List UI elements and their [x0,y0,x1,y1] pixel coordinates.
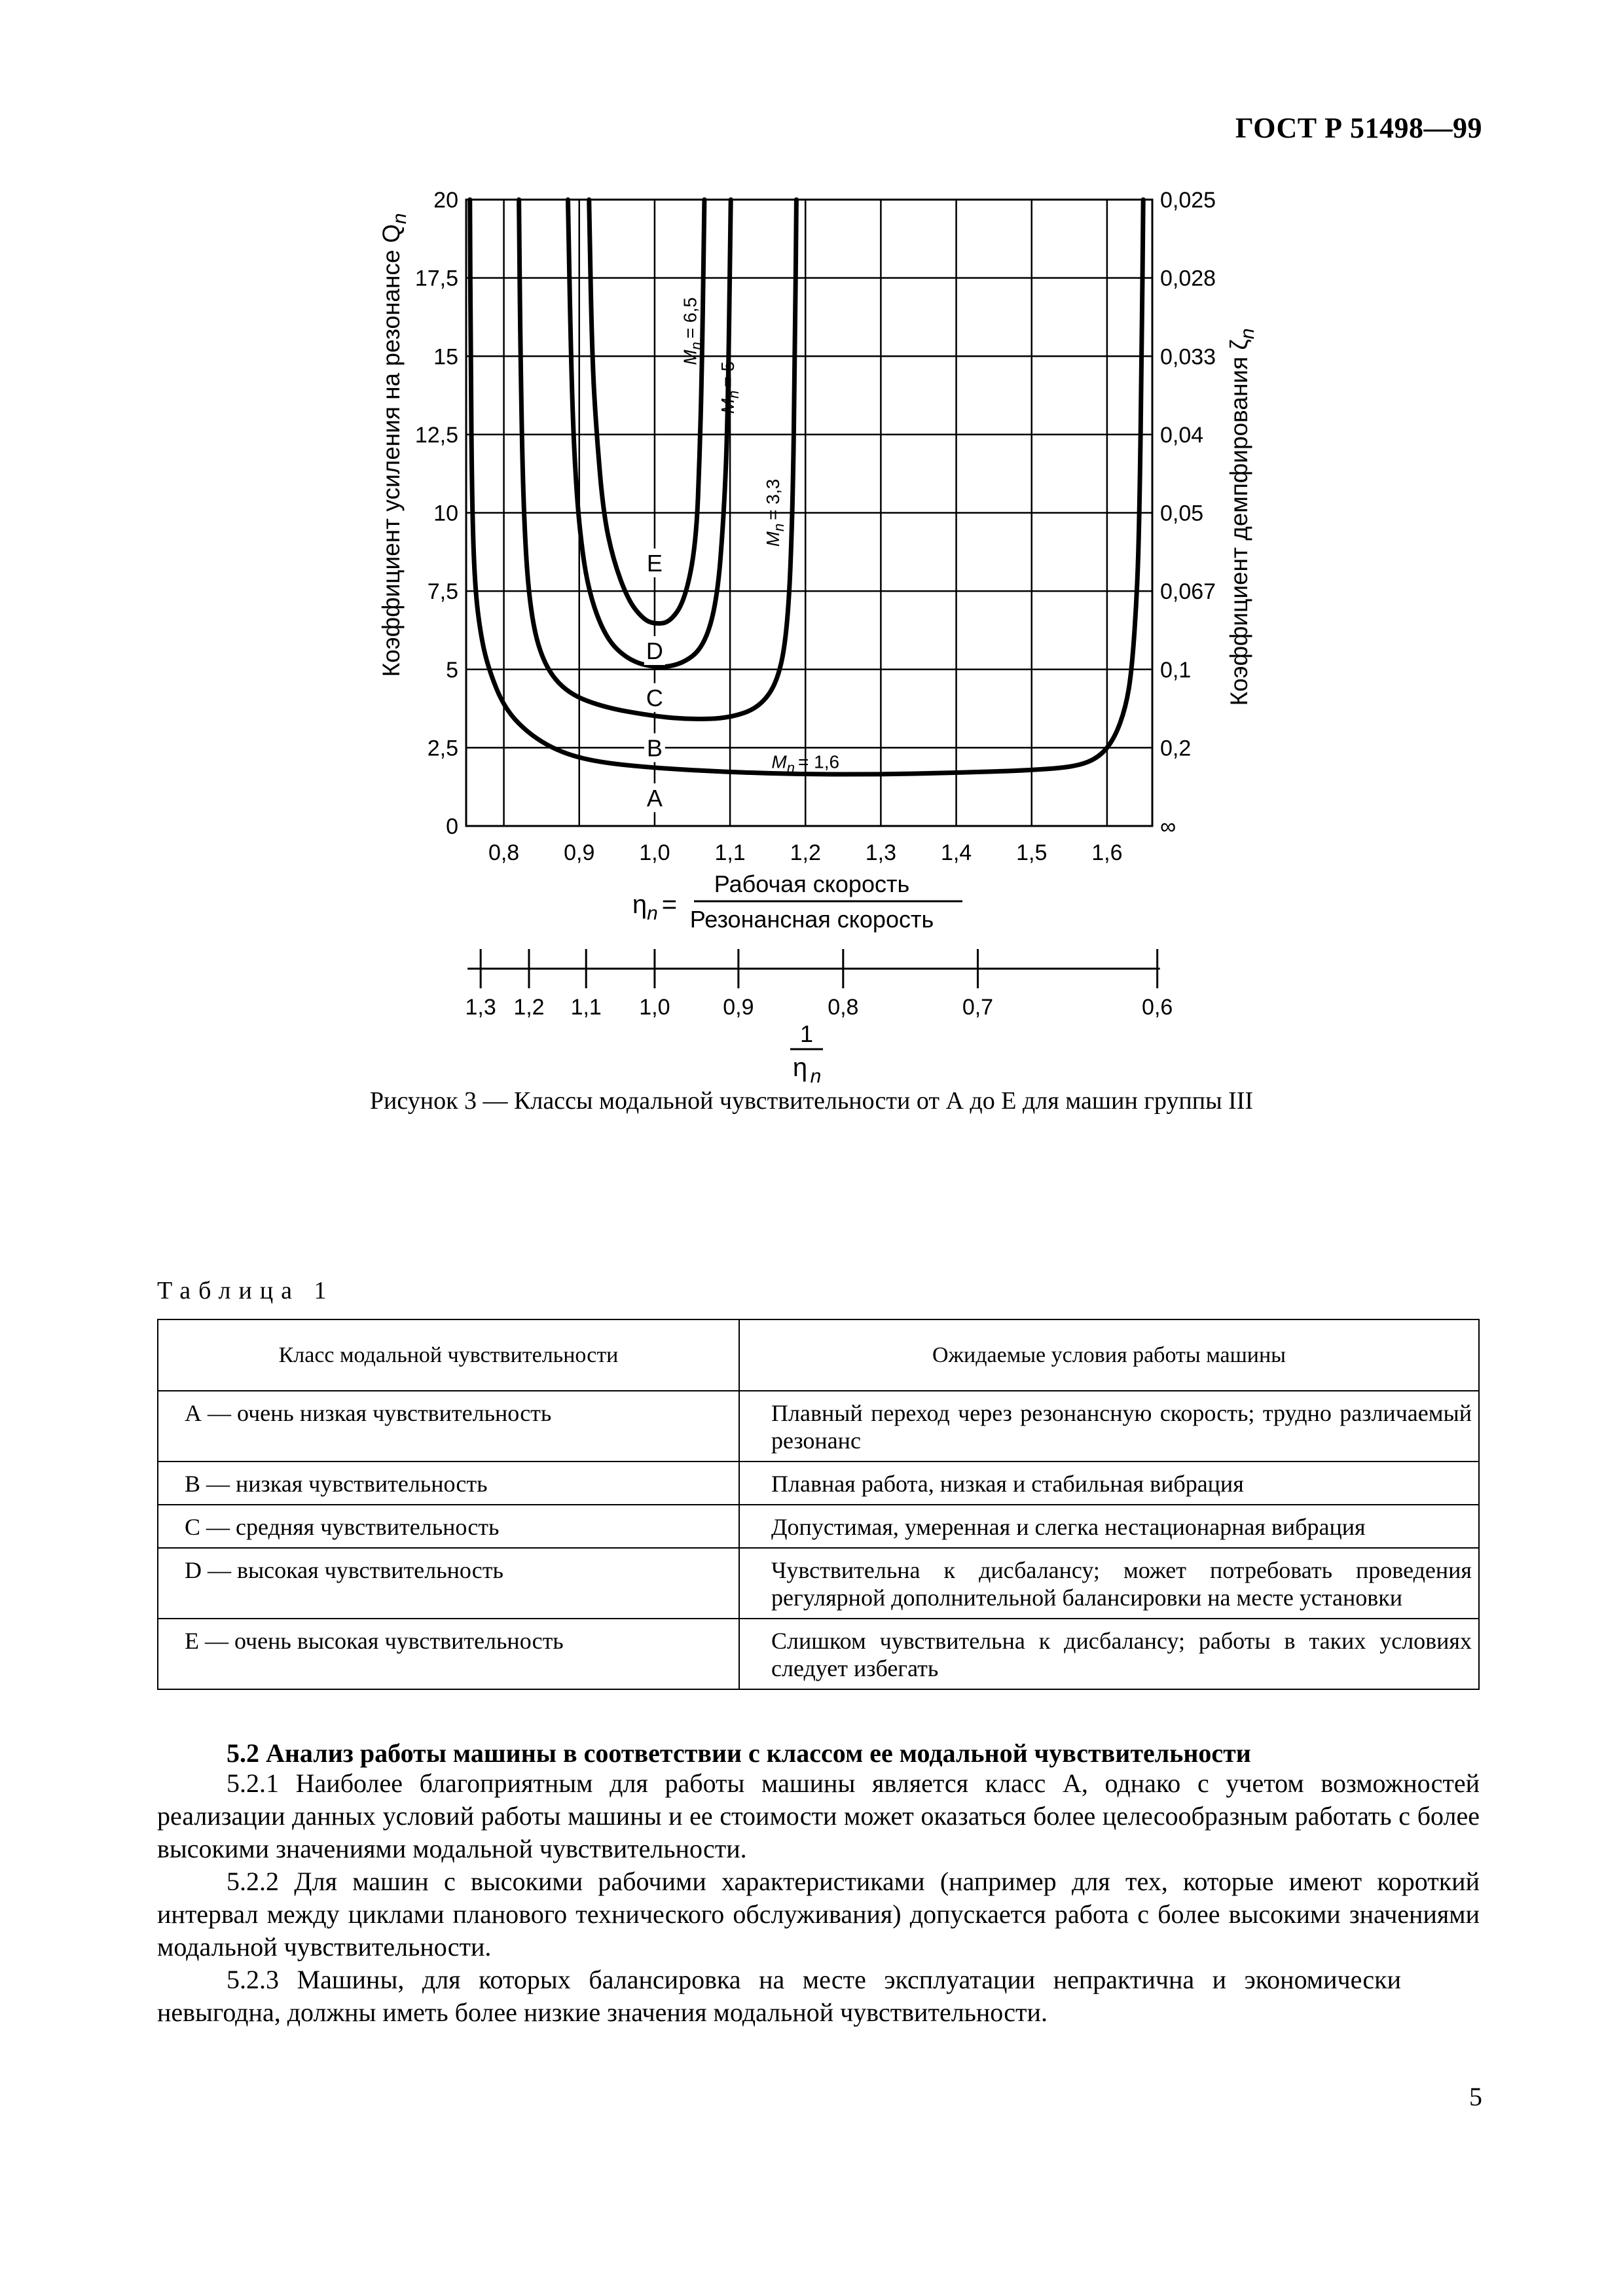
modal-sensitivity-chart [0,0,1623,1113]
table-cell-conditions: Слишком чувствительна к дисбалансу; работы в таких условиях следует избегать [739,1619,1479,1689]
y-tick-label: 12,5 [414,422,458,448]
table-cell-conditions: Чувствительна к дисбалансу; может потребовать проведения регулярной дополнительной балансировки на месте установки [739,1548,1479,1619]
y-tick-label: 20 [433,188,458,213]
x-tick-label: 0,8 [488,840,520,865]
reciprocal-tick-label: 1,0 [639,995,670,1020]
reciprocal-axis-label [790,1020,823,1087]
y-right-tick-label: 0,1 [1160,657,1192,683]
x-tick-label: 1,0 [639,840,670,865]
y-tick-label: 5 [446,657,458,683]
chart-curves [470,200,1143,776]
page-number: 5 [1469,2082,1482,2111]
table-cell-class: D — высокая чувствительность [158,1548,739,1619]
paragraph-5-2-1: 5.2.1 Наиболее благоприятным для работы машины является класс А, однако с учетом возможностей реализации данных условий работы машины и ее стоимости может оказаться более целесообразным работать с более высокими значениями модальной чувствительности. [157,1768,1480,1863]
svg-text:ηn=: $\eta_n$ = [632,890,678,924]
y-tick-label: 7,5 [427,579,458,605]
document-header: ГОСТ Р 51498—99 [1235,112,1482,144]
y-right-tick-label: 0,04 [1160,422,1204,448]
y-tick-label: 2,5 [427,736,458,761]
table-row [158,1548,1479,1619]
table-header-class: Класс модальной чувствительности [158,1319,739,1391]
table-row [158,1505,1479,1548]
y-right-tick-label: ∞ [1160,814,1176,839]
y-tick-label: 0 [446,814,458,839]
x-axis-label [632,870,962,933]
reciprocal-tick-label: 1,2 [513,995,545,1020]
y-right-tick-label: 0,025 [1160,188,1216,213]
paragraph-5-2-2: 5.2.2 Для машин с высокими рабочими характеристиками (например для тех, которые имеют короткий интервал между циклами планового технического обслуживания) допускается работа с более высокими значениями модальной чувствительности. [157,1867,1480,1962]
svg-text:Резонансная скорость: Резонансная скорость [689,906,934,933]
section-heading: 5.2 Анализ работы машины в соответствии с классом ее модальной чувствительности [227,1738,1251,1768]
table-cell-class: В — низкая чувствительность [158,1462,739,1505]
table-cell-class: А — очень низкая чувствительность [158,1391,739,1462]
class-letter: D [646,637,663,665]
table-row [158,1619,1479,1689]
series-label: $M_n= 3,3$ [762,478,787,547]
table-label: Таблица 1 [157,1277,335,1304]
table-header-row [158,1319,1479,1391]
svg-text:Рабочая скорость: Рабочая скорость [714,870,910,897]
reciprocal-tick-label: 1,3 [465,995,496,1020]
table-cell-conditions: Плавный переход через резонансную скорость; трудно различаемый резонанс [739,1391,1479,1462]
y-right-tick-label: 0,067 [1160,579,1216,605]
reciprocal-tick-label: 0,7 [962,995,994,1020]
y-axis-left-label: Коэффициент усиления на резонансе $Q_n$ [378,213,410,677]
class-letter: B [646,734,663,762]
class-letter: A [646,784,663,812]
reciprocal-tick-label: 1,1 [570,995,602,1020]
table-header-conditions: Ожидаемые условия работы машины [739,1319,1479,1391]
x-tick-label: 1,5 [1016,840,1048,865]
reciprocal-tick-label: 0,6 [1142,995,1173,1020]
x-tick-label: 1,2 [790,840,821,865]
y-tick-label: 17,5 [414,266,458,291]
y-tick-label: 15 [433,344,458,370]
y-right-tick-label: 0,05 [1160,501,1204,526]
x-tick-label: 1,3 [865,840,897,865]
class-letter: E [646,550,663,577]
table-cell-conditions: Допустимая, умеренная и слегка нестационарная вибрация [739,1505,1479,1548]
x-tick-label: 1,6 [1091,840,1123,865]
sensitivity-table [157,1319,1480,1690]
table-cell-conditions: Плавная работа, низкая и стабильная вибрация [739,1462,1479,1505]
paragraph-5-2-3: 5.2.3 Машины, для которых балансировка на месте эксплуатации непрактична и экономически невыгодна, должны иметь более низкие значения модальной чувствительности. [157,1965,1401,2027]
series-label: $M_n = 1,6$ [771,751,840,776]
reciprocal-tick-label: 0,8 [828,995,859,1020]
table-cell-class: С — средняя чувствительность [158,1505,739,1548]
series-label: $M_n= 6,5$ [680,297,704,365]
series-label: $M_n= 5$ [717,361,742,414]
svg-text:1: 1 [799,1020,814,1047]
class-letter: C [646,684,663,711]
x-tick-label: 0,9 [564,840,595,865]
y-axis-right-label: Коэффициент демпфирования $\zeta_n$ [1226,328,1258,706]
svg-text:n: n [810,1066,822,1087]
table-cell-class: Е — очень высокая чувствительность [158,1619,739,1689]
svg-text:η: η [792,1053,808,1082]
figure-caption: Рисунок 3 — Классы модальной чувствительности от А до Е для машин группы III [369,1087,1254,1115]
x-tick-label: 1,4 [940,840,972,865]
table-row [158,1462,1479,1505]
y-right-tick-label: 0,028 [1160,266,1216,291]
reciprocal-axis [465,949,1173,1020]
y-right-tick-label: 0,2 [1160,736,1192,761]
reciprocal-tick-label: 0,9 [723,995,754,1020]
x-tick-label: 1,1 [714,840,746,865]
table-row [158,1391,1479,1462]
y-tick-label: 10 [433,501,458,526]
y-right-tick-label: 0,033 [1160,344,1216,370]
